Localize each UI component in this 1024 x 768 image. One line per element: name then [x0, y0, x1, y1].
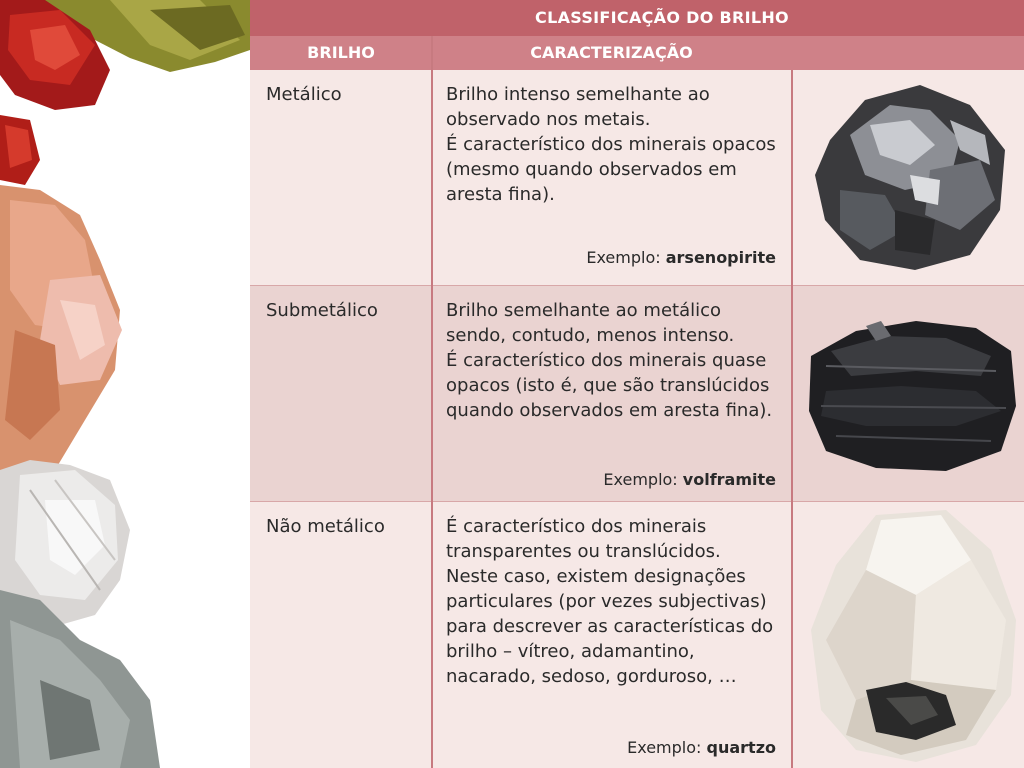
- row-type-label: Metálico: [266, 84, 342, 105]
- example-label: Exemplo:: [627, 738, 702, 757]
- description-line: Neste caso, existem designações particulares (por vezes subjectivas) para descrever as características do brilho – vítreo, adamantino, nacarado, sedoso, gorduroso, …: [446, 566, 774, 687]
- column-header-caracterizacao: CARACTERIZAÇÃO: [432, 36, 791, 70]
- classification-table: [250, 0, 1024, 768]
- arsenopyrite-specimen-icon: [810, 80, 1010, 279]
- row-description: [446, 514, 780, 689]
- wolframite-specimen-icon: [806, 316, 1018, 480]
- description-line: É característico dos minerais quase opacos (isto é, que são translúcidos quando observados em aresta fina).: [446, 350, 773, 421]
- column-header-brilho: BRILHO: [250, 36, 432, 70]
- example-label: Exemplo:: [603, 470, 678, 489]
- table-title-text: CLASSIFICAÇÃO DO BRILHO: [535, 8, 789, 27]
- row-description: [446, 298, 780, 423]
- column-header-empty: [791, 36, 1024, 70]
- mineral-crystals-strip-icon: [0, 0, 250, 768]
- row-type-label: Submetálico: [266, 300, 378, 321]
- row-type-label: Não metálico: [266, 516, 385, 537]
- example-label: Exemplo:: [586, 248, 661, 267]
- description-line: É característico dos minerais transparentes ou translúcidos.: [446, 516, 721, 562]
- table-title: [250, 0, 1024, 36]
- description-line: Brilho intenso semelhante ao observado nos metais.: [446, 84, 710, 130]
- table-row-nao-metalico: [250, 502, 1024, 768]
- table-row-submetalico: [250, 286, 1024, 502]
- description-line: Brilho semelhante ao metálico sendo, contudo, menos intenso.: [446, 300, 735, 346]
- row-example: [603, 470, 776, 489]
- example-mineral: quartzo: [706, 738, 776, 757]
- table-row-metalico: [250, 70, 1024, 286]
- example-mineral: volframite: [682, 470, 776, 489]
- column-divider: [791, 70, 793, 768]
- row-example: [627, 738, 776, 757]
- row-example: [586, 248, 776, 267]
- quartz-specimen-icon: [806, 510, 1021, 768]
- row-description: [446, 82, 780, 207]
- description-line: É característico dos minerais opacos (mesmo quando observados em aresta fina).: [446, 134, 776, 205]
- example-mineral: arsenopirite: [665, 248, 776, 267]
- column-divider: [431, 36, 433, 768]
